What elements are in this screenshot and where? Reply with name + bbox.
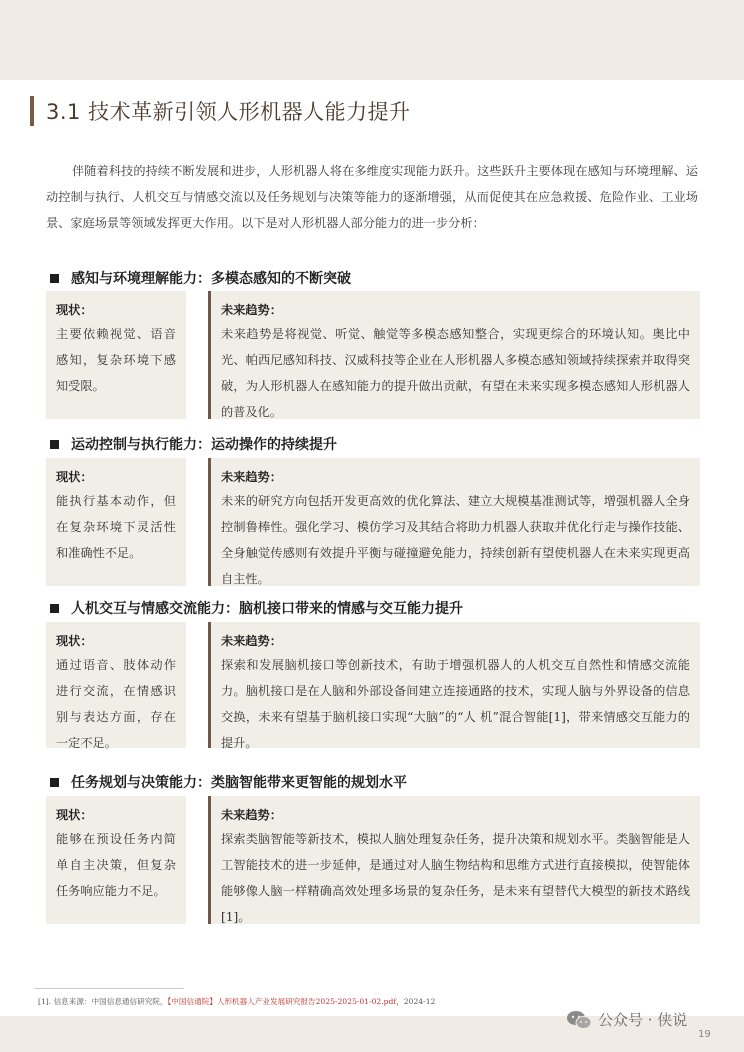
capability-heading-text: 感知与环境理解能力：多模态感知的不断突破 bbox=[71, 271, 351, 287]
capability-row-perception bbox=[46, 291, 700, 419]
watermark bbox=[566, 1009, 687, 1030]
status-text: 通过语音、肢体动作进行交流，在情感识别与表达方面，存在一定不足。 bbox=[56, 658, 176, 750]
trend-text: 未来的研究方向包括开发更高效的优化算法、建立大规模基准测试等，增强机器人全身控制鲁棒性。强化学习、模仿学习及其结合将助力机器人获取并优化行走与操作技能、全身触觉传感则有效提升平衡与碰撞避免能力，持续创新有望使机器人在未来实现更高自主性。 bbox=[221, 494, 690, 586]
capability-heading-text: 人机交互与情感交流能力：脑机接口带来的情感与交互能力提升 bbox=[71, 601, 463, 617]
page-number: 19 bbox=[698, 1029, 711, 1040]
capability-heading-text: 任务规划与决策能力：类脑智能带来更智能的规划水平 bbox=[71, 775, 407, 791]
status-panel bbox=[46, 622, 186, 748]
header-band bbox=[0, 0, 744, 80]
trend-text: 未来趋势是将视觉、听觉、触觉等多模态感知整合，实现更综合的环境认知。奥比中光、帕西尼感知科技、汉威科技等企业在人形机器人多模态感知领域持续探索并取得突破，为人形机器人在感知能力的提升做出贡献，有望在未来实现多模态感知人形机器人的普及化。 bbox=[221, 327, 690, 419]
square-bullet-icon bbox=[50, 778, 59, 787]
square-bullet-icon bbox=[50, 604, 59, 613]
status-text: 能够在预设任务内简单自主决策，但复杂任务响应能力不足。 bbox=[56, 832, 176, 898]
status-title: 现状： bbox=[56, 470, 93, 484]
status-text: 能执行基本动作，但在复杂环境下灵活性和准确性不足。 bbox=[56, 494, 176, 560]
section-heading bbox=[30, 96, 411, 126]
square-bullet-icon bbox=[50, 440, 59, 449]
status-panel bbox=[46, 458, 186, 586]
footnote bbox=[38, 996, 435, 1007]
status-panel bbox=[46, 291, 186, 419]
status-text: 主要依赖视觉、语音感知，复杂环境下感知受限。 bbox=[56, 327, 176, 393]
section-title: 3.1 技术革新引领人形机器人能力提升 bbox=[46, 100, 411, 124]
status-title: 现状： bbox=[56, 303, 93, 317]
trend-title: 未来趋势： bbox=[221, 808, 282, 822]
status-title: 现状： bbox=[56, 634, 93, 648]
capability-heading-motion bbox=[50, 434, 337, 454]
status-panel bbox=[46, 796, 186, 924]
watermark-text: 公众号 · 侠说 bbox=[598, 1011, 688, 1029]
footnote-prefix: [1]. 信息来源：中国信息通信研究院， bbox=[38, 997, 168, 1006]
wechat-icon bbox=[566, 1010, 592, 1030]
capability-heading-perception bbox=[50, 268, 351, 288]
capability-row-interaction bbox=[46, 622, 700, 748]
footnote-divider bbox=[34, 988, 184, 989]
trend-title: 未来趋势： bbox=[221, 303, 282, 317]
trend-title: 未来趋势： bbox=[221, 470, 282, 484]
footnote-suffix: ，2024-12 bbox=[396, 997, 436, 1006]
trend-text: 探索和发展脑机接口等创新技术，有助于增强机器人的人机交互自然性和情感交流能力。脑机接口是在人脑和外部设备间建立连接通路的技术，实现人脑与外界设备的信息交换，未来有望基于脑机接口实现“大脑”的“人 机”混合智能[1]，带来情感交互能力的提升。 bbox=[221, 658, 690, 750]
trend-title: 未来趋势： bbox=[221, 634, 282, 648]
intro-paragraph: 伴随着科技的持续不断发展和进步，人形机器人将在多维度实现能力跃升。这些跃升主要体现在感知与环境理解、运动控制与执行、人机交互与情感交流以及任务规划与决策等能力的逐渐增强，从而促使其在应急救援、危险作业、工业场景、家庭场景等领域发挥更大作用。以下是对人形机器人部分能力的进一步分析： bbox=[46, 164, 698, 230]
capability-row-planning bbox=[46, 796, 700, 924]
capability-heading-planning bbox=[50, 772, 407, 792]
capability-row-motion bbox=[46, 458, 700, 586]
footnote-source-link[interactable]: 【中国信通院】人形机器人产业发展研究报告2025-2025-01-02.pdf bbox=[167, 997, 397, 1006]
trend-panel bbox=[208, 291, 700, 419]
trend-panel bbox=[208, 796, 700, 924]
trend-text: 探索类脑智能等新技术，模拟人脑处理复杂任务，提升决策和规划水平。类脑智能是人工智能技术的进一步延伸，是通过对人脑生物结构和思维方式进行直接模拟，使智能体能够像人脑一样精确高效处理多场景的复杂任务，是未来有望替代大模型的新技术路线[1]。 bbox=[221, 832, 690, 924]
status-title: 现状： bbox=[56, 808, 93, 822]
square-bullet-icon bbox=[50, 274, 59, 283]
trend-panel bbox=[208, 458, 700, 586]
capability-heading-interaction bbox=[50, 598, 463, 618]
heading-accent-bar bbox=[30, 96, 34, 126]
capability-heading-text: 运动控制与执行能力：运动操作的持续提升 bbox=[71, 437, 337, 453]
trend-panel bbox=[208, 622, 700, 748]
